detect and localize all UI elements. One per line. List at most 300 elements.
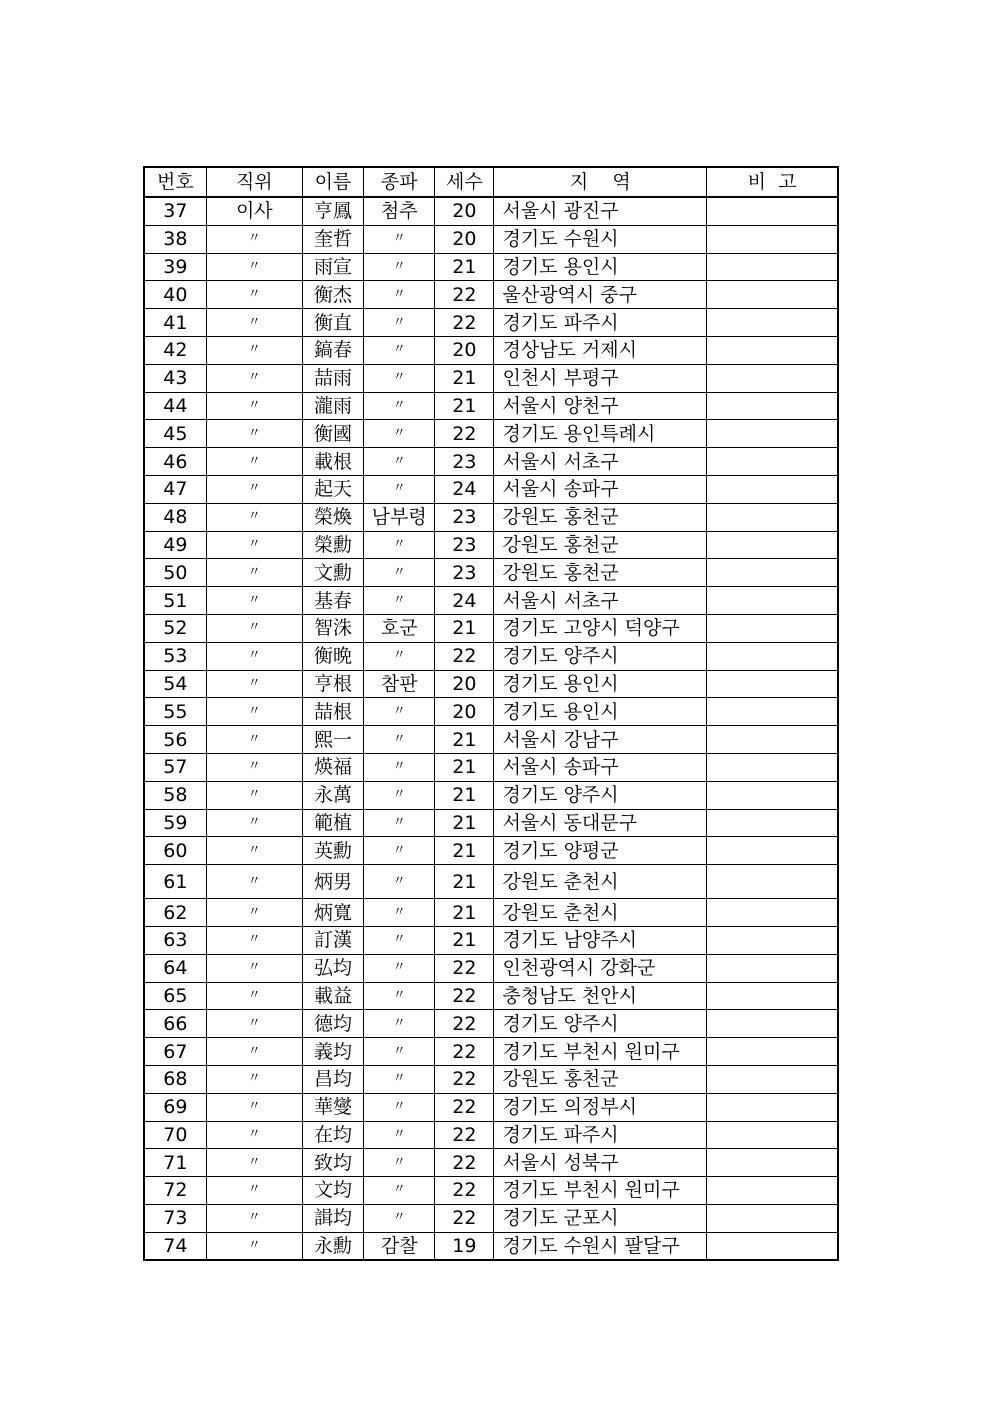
cell-no: 47 (144, 475, 206, 503)
cell-generation: 23 (435, 559, 494, 587)
cell-generation: 19 (435, 1232, 494, 1260)
cell-name: 訂漢 (302, 926, 363, 954)
cell-no: 39 (144, 253, 206, 281)
cell-name: 在均 (302, 1121, 363, 1149)
cell-note (707, 753, 838, 781)
cell-generation: 22 (435, 1149, 494, 1177)
table-row (144, 809, 838, 837)
cell-branch: 〃 (364, 753, 435, 781)
cell-name: 昌均 (302, 1065, 363, 1093)
cell-branch: 〃 (364, 899, 435, 927)
cell-position: 〃 (206, 982, 302, 1010)
cell-branch: 〃 (364, 531, 435, 559)
cell-branch: 〃 (364, 1038, 435, 1066)
cell-generation: 22 (435, 1177, 494, 1205)
cell-position: 〃 (206, 336, 302, 364)
cell-branch: 첨추 (364, 197, 435, 225)
cell-generation: 21 (435, 865, 494, 899)
table-row (144, 225, 838, 253)
cell-note (707, 1204, 838, 1232)
cell-generation: 24 (435, 475, 494, 503)
cell-name: 起天 (302, 475, 363, 503)
cell-no: 63 (144, 926, 206, 954)
cell-region: 경기도 파주시 (494, 1121, 707, 1149)
cell-position: 〃 (206, 448, 302, 476)
cell-region: 경기도 양주시 (494, 781, 707, 809)
cell-generation: 22 (435, 954, 494, 982)
table-row (144, 448, 838, 476)
cell-name: 永萬 (302, 781, 363, 809)
header-row (144, 167, 838, 197)
cell-region: 서울시 양천구 (494, 392, 707, 420)
header-name: 이름 (302, 167, 363, 197)
header-generation: 세수 (435, 167, 494, 197)
cell-position: 〃 (206, 420, 302, 448)
cell-note (707, 899, 838, 927)
cell-no: 73 (144, 1204, 206, 1232)
cell-no: 54 (144, 670, 206, 698)
table-row (144, 865, 838, 899)
table-row (144, 954, 838, 982)
cell-branch: 〃 (364, 781, 435, 809)
cell-note (707, 954, 838, 982)
header-region: 지 역 (494, 167, 707, 197)
cell-region: 경기도 고양시 덕양구 (494, 614, 707, 642)
cell-generation: 20 (435, 336, 494, 364)
cell-name: 致均 (302, 1149, 363, 1177)
header-position: 직위 (206, 167, 302, 197)
cell-branch: 〃 (364, 642, 435, 670)
cell-name: 鎬春 (302, 336, 363, 364)
cell-no: 43 (144, 364, 206, 392)
cell-no: 41 (144, 309, 206, 337)
cell-position: 〃 (206, 1010, 302, 1038)
table-row (144, 364, 838, 392)
cell-name: 瀧雨 (302, 392, 363, 420)
cell-region: 경기도 의정부시 (494, 1093, 707, 1121)
cell-region: 서울시 강남구 (494, 726, 707, 754)
table-row (144, 1121, 838, 1149)
cell-note (707, 642, 838, 670)
cell-position: 〃 (206, 614, 302, 642)
cell-no: 68 (144, 1065, 206, 1093)
cell-name: 智洙 (302, 614, 363, 642)
cell-no: 37 (144, 197, 206, 225)
cell-generation: 21 (435, 899, 494, 927)
cell-note (707, 1093, 838, 1121)
cell-position: 〃 (206, 475, 302, 503)
table-row (144, 281, 838, 309)
table-row (144, 309, 838, 337)
cell-generation: 22 (435, 281, 494, 309)
cell-note (707, 809, 838, 837)
cell-position: 〃 (206, 865, 302, 899)
cell-position: 〃 (206, 781, 302, 809)
cell-position: 〃 (206, 364, 302, 392)
cell-note (707, 865, 838, 899)
cell-branch: 〃 (364, 364, 435, 392)
cell-branch: 〃 (364, 1065, 435, 1093)
cell-generation: 23 (435, 531, 494, 559)
cell-branch: 〃 (364, 448, 435, 476)
table-row (144, 670, 838, 698)
cell-no: 48 (144, 503, 206, 531)
cell-position: 이사 (206, 197, 302, 225)
cell-note (707, 1232, 838, 1260)
cell-branch: 〃 (364, 1121, 435, 1149)
cell-no: 50 (144, 559, 206, 587)
cell-name: 榮煥 (302, 503, 363, 531)
table-row (144, 503, 838, 531)
cell-branch: 〃 (364, 336, 435, 364)
table-row (144, 475, 838, 503)
table-row (144, 1065, 838, 1093)
header-branch: 종파 (364, 167, 435, 197)
cell-no: 44 (144, 392, 206, 420)
header-no: 번호 (144, 167, 206, 197)
cell-region: 경기도 용인시 (494, 253, 707, 281)
cell-branch: 〃 (364, 1149, 435, 1177)
cell-no: 66 (144, 1010, 206, 1038)
cell-position: 〃 (206, 1093, 302, 1121)
cell-branch: 〃 (364, 475, 435, 503)
table-row (144, 1093, 838, 1121)
cell-region: 경기도 양주시 (494, 1010, 707, 1038)
cell-generation: 22 (435, 1065, 494, 1093)
cell-generation: 22 (435, 1121, 494, 1149)
cell-note (707, 698, 838, 726)
cell-name: 喆雨 (302, 364, 363, 392)
cell-region: 경기도 양평군 (494, 837, 707, 865)
cell-no: 42 (144, 336, 206, 364)
cell-name: 衡國 (302, 420, 363, 448)
cell-note (707, 448, 838, 476)
table-row (144, 253, 838, 281)
cell-generation: 21 (435, 392, 494, 420)
cell-note (707, 253, 838, 281)
cell-note (707, 726, 838, 754)
cell-no: 70 (144, 1121, 206, 1149)
cell-note (707, 281, 838, 309)
cell-region: 서울시 성북구 (494, 1149, 707, 1177)
table-row (144, 781, 838, 809)
cell-branch: 남부령 (364, 503, 435, 531)
cell-no: 56 (144, 726, 206, 754)
cell-region: 경기도 수원시 팔달구 (494, 1232, 707, 1260)
cell-position: 〃 (206, 670, 302, 698)
cell-no: 61 (144, 865, 206, 899)
cell-region: 경기도 용인시 (494, 670, 707, 698)
cell-generation: 21 (435, 726, 494, 754)
cell-region: 강원도 홍천군 (494, 503, 707, 531)
cell-name: 範植 (302, 809, 363, 837)
cell-generation: 23 (435, 503, 494, 531)
cell-generation: 22 (435, 420, 494, 448)
cell-region: 강원도 홍천군 (494, 531, 707, 559)
cell-branch: 〃 (364, 809, 435, 837)
table-row (144, 982, 838, 1010)
cell-branch: 〃 (364, 865, 435, 899)
cell-name: 德均 (302, 1010, 363, 1038)
cell-region: 강원도 홍천군 (494, 559, 707, 587)
cell-generation: 22 (435, 1010, 494, 1038)
cell-name: 衡杰 (302, 281, 363, 309)
cell-position: 〃 (206, 698, 302, 726)
cell-branch: 〃 (364, 698, 435, 726)
table-row (144, 642, 838, 670)
cell-note (707, 670, 838, 698)
table-row (144, 698, 838, 726)
cell-name: 義均 (302, 1038, 363, 1066)
cell-region: 서울시 송파구 (494, 753, 707, 781)
cell-region: 서울시 서초구 (494, 448, 707, 476)
cell-note (707, 1038, 838, 1066)
cell-position: 〃 (206, 281, 302, 309)
cell-position: 〃 (206, 1204, 302, 1232)
cell-generation: 22 (435, 309, 494, 337)
cell-branch: 호군 (364, 614, 435, 642)
cell-position: 〃 (206, 642, 302, 670)
cell-no: 40 (144, 281, 206, 309)
cell-note (707, 926, 838, 954)
cell-note (707, 1065, 838, 1093)
cell-branch: 〃 (364, 1204, 435, 1232)
cell-name: 載根 (302, 448, 363, 476)
cell-name: 文勳 (302, 559, 363, 587)
member-roster-table (143, 166, 839, 1261)
cell-region: 경기도 부천시 원미구 (494, 1177, 707, 1205)
cell-region: 서울시 서초구 (494, 587, 707, 615)
cell-branch: 감찰 (364, 1232, 435, 1260)
cell-position: 〃 (206, 531, 302, 559)
cell-branch: 〃 (364, 225, 435, 253)
cell-no: 55 (144, 698, 206, 726)
cell-note (707, 614, 838, 642)
cell-name: 亨鳳 (302, 197, 363, 225)
cell-generation: 20 (435, 197, 494, 225)
cell-position: 〃 (206, 1232, 302, 1260)
cell-region: 울산광역시 중구 (494, 281, 707, 309)
cell-branch: 〃 (364, 837, 435, 865)
cell-no: 71 (144, 1149, 206, 1177)
cell-branch: 〃 (364, 281, 435, 309)
cell-region: 경기도 용인특례시 (494, 420, 707, 448)
cell-position: 〃 (206, 1149, 302, 1177)
cell-generation: 21 (435, 753, 494, 781)
table-row (144, 1010, 838, 1038)
cell-region: 인천광역시 강화군 (494, 954, 707, 982)
cell-region: 경기도 군포시 (494, 1204, 707, 1232)
cell-position: 〃 (206, 899, 302, 927)
cell-branch: 〃 (364, 1010, 435, 1038)
cell-no: 57 (144, 753, 206, 781)
cell-note (707, 559, 838, 587)
cell-name: 載益 (302, 982, 363, 1010)
table-row (144, 899, 838, 927)
cell-branch: 〃 (364, 587, 435, 615)
cell-no: 49 (144, 531, 206, 559)
cell-no: 52 (144, 614, 206, 642)
cell-name: 榮勳 (302, 531, 363, 559)
cell-position: 〃 (206, 809, 302, 837)
cell-region: 경기도 부천시 원미구 (494, 1038, 707, 1066)
cell-branch: 〃 (364, 726, 435, 754)
cell-region: 경기도 남양주시 (494, 926, 707, 954)
cell-position: 〃 (206, 309, 302, 337)
cell-name: 衡直 (302, 309, 363, 337)
cell-name: 英勳 (302, 837, 363, 865)
cell-no: 51 (144, 587, 206, 615)
cell-branch: 〃 (364, 392, 435, 420)
cell-name: 炳男 (302, 865, 363, 899)
cell-position: 〃 (206, 503, 302, 531)
cell-generation: 21 (435, 809, 494, 837)
cell-generation: 22 (435, 1038, 494, 1066)
cell-name: 喆根 (302, 698, 363, 726)
cell-name: 基春 (302, 587, 363, 615)
cell-name: 華燮 (302, 1093, 363, 1121)
cell-position: 〃 (206, 837, 302, 865)
cell-branch: 〃 (364, 559, 435, 587)
cell-note (707, 197, 838, 225)
cell-note (707, 837, 838, 865)
cell-generation: 22 (435, 1204, 494, 1232)
cell-generation: 21 (435, 781, 494, 809)
cell-note (707, 336, 838, 364)
cell-generation: 22 (435, 982, 494, 1010)
cell-note (707, 225, 838, 253)
cell-note (707, 309, 838, 337)
cell-region: 강원도 춘천시 (494, 899, 707, 927)
cell-position: 〃 (206, 954, 302, 982)
cell-generation: 21 (435, 837, 494, 865)
cell-branch: 〃 (364, 982, 435, 1010)
cell-position: 〃 (206, 1121, 302, 1149)
table-row (144, 1149, 838, 1177)
cell-no: 74 (144, 1232, 206, 1260)
cell-note (707, 1010, 838, 1038)
header-note: 비 고 (707, 167, 838, 197)
cell-note (707, 1149, 838, 1177)
cell-name: 永勳 (302, 1232, 363, 1260)
cell-branch: 〃 (364, 309, 435, 337)
cell-note (707, 1121, 838, 1149)
cell-position: 〃 (206, 587, 302, 615)
cell-name: 弘均 (302, 954, 363, 982)
cell-no: 53 (144, 642, 206, 670)
cell-no: 72 (144, 1177, 206, 1205)
cell-no: 62 (144, 899, 206, 927)
cell-note (707, 1177, 838, 1205)
cell-name: 文均 (302, 1177, 363, 1205)
table-row (144, 1232, 838, 1260)
cell-position: 〃 (206, 726, 302, 754)
cell-name: 熙一 (302, 726, 363, 754)
cell-region: 경상남도 거제시 (494, 336, 707, 364)
table-row (144, 197, 838, 225)
cell-branch: 〃 (364, 926, 435, 954)
cell-region: 강원도 춘천시 (494, 865, 707, 899)
cell-generation: 21 (435, 364, 494, 392)
cell-name: 雨宣 (302, 253, 363, 281)
table-row (144, 559, 838, 587)
table-row (144, 753, 838, 781)
cell-note (707, 781, 838, 809)
table-row (144, 531, 838, 559)
cell-position: 〃 (206, 559, 302, 587)
cell-branch: 〃 (364, 420, 435, 448)
cell-region: 서울시 동대문구 (494, 809, 707, 837)
cell-note (707, 587, 838, 615)
cell-generation: 24 (435, 587, 494, 615)
cell-name: 衡晩 (302, 642, 363, 670)
table-row (144, 336, 838, 364)
table-row (144, 587, 838, 615)
cell-no: 65 (144, 982, 206, 1010)
cell-region: 강원도 홍천군 (494, 1065, 707, 1093)
cell-name: 炳寬 (302, 899, 363, 927)
cell-generation: 20 (435, 698, 494, 726)
cell-no: 69 (144, 1093, 206, 1121)
cell-note (707, 364, 838, 392)
cell-generation: 23 (435, 448, 494, 476)
table-row (144, 837, 838, 865)
table-row (144, 392, 838, 420)
cell-branch: 〃 (364, 1177, 435, 1205)
cell-name: 奎哲 (302, 225, 363, 253)
cell-no: 45 (144, 420, 206, 448)
cell-note (707, 420, 838, 448)
cell-generation: 21 (435, 926, 494, 954)
cell-position: 〃 (206, 392, 302, 420)
cell-branch: 〃 (364, 253, 435, 281)
table-row (144, 614, 838, 642)
cell-position: 〃 (206, 253, 302, 281)
cell-no: 59 (144, 809, 206, 837)
table-row (144, 1204, 838, 1232)
cell-generation: 21 (435, 614, 494, 642)
table-row (144, 1038, 838, 1066)
cell-region: 경기도 양주시 (494, 642, 707, 670)
cell-no: 58 (144, 781, 206, 809)
cell-note (707, 475, 838, 503)
cell-region: 경기도 용인시 (494, 698, 707, 726)
cell-branch: 참판 (364, 670, 435, 698)
cell-no: 38 (144, 225, 206, 253)
cell-position: 〃 (206, 926, 302, 954)
cell-name: 諿均 (302, 1204, 363, 1232)
cell-position: 〃 (206, 1177, 302, 1205)
cell-region: 경기도 수원시 (494, 225, 707, 253)
cell-note (707, 392, 838, 420)
table-row (144, 1177, 838, 1205)
table-row (144, 420, 838, 448)
cell-position: 〃 (206, 1038, 302, 1066)
cell-no: 46 (144, 448, 206, 476)
cell-name: 亨根 (302, 670, 363, 698)
cell-generation: 20 (435, 225, 494, 253)
cell-branch: 〃 (364, 1093, 435, 1121)
cell-note (707, 982, 838, 1010)
cell-position: 〃 (206, 1065, 302, 1093)
cell-no: 67 (144, 1038, 206, 1066)
table-row (144, 926, 838, 954)
roster-body (144, 197, 838, 1260)
cell-region: 경기도 파주시 (494, 309, 707, 337)
cell-no: 60 (144, 837, 206, 865)
cell-branch: 〃 (364, 954, 435, 982)
table-row (144, 726, 838, 754)
